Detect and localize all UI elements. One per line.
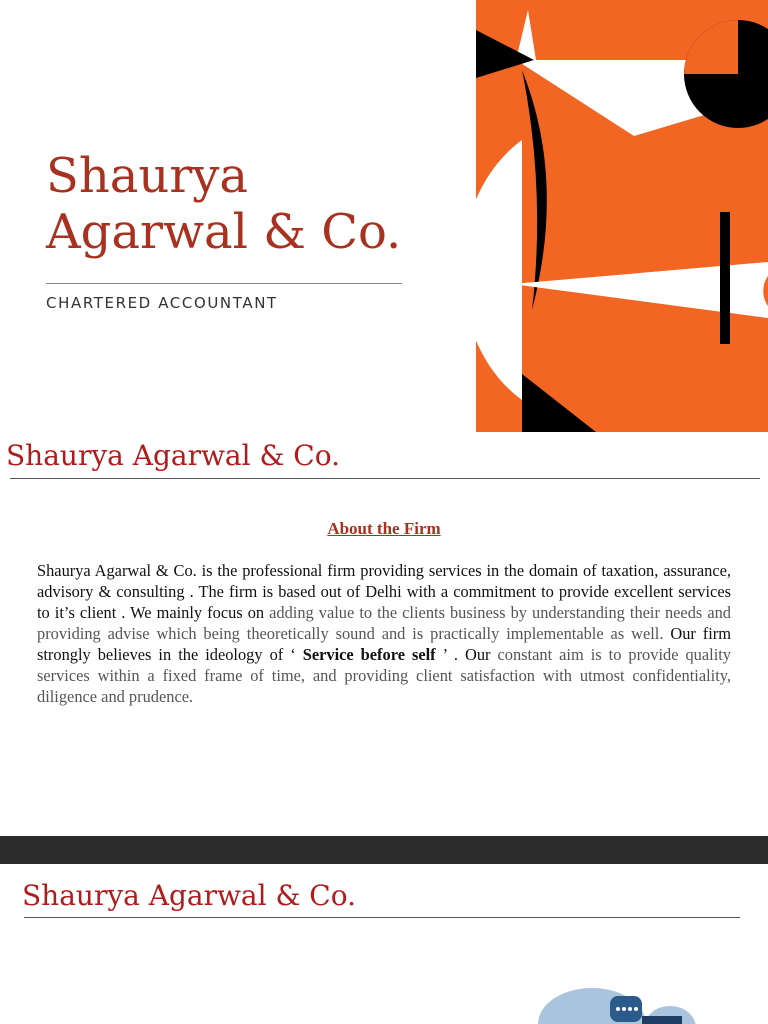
- about-heading: About the Firm: [327, 519, 441, 538]
- header-divider: [24, 917, 740, 918]
- para-motto: Service before self: [302, 645, 436, 664]
- para-part5: ’ . Our: [435, 645, 498, 664]
- slide-header: Shaurya Agarwal & Co.: [22, 879, 356, 912]
- title-divider: [46, 283, 402, 284]
- firm-title-line2: Agarwal & Co.: [46, 204, 402, 260]
- slide-separator: [0, 836, 768, 864]
- firm-subtitle: CHARTERED ACCOUNTANT: [46, 294, 278, 312]
- slide-header: Shaurya Agarwal & Co.: [6, 439, 340, 472]
- about-paragraph: [37, 560, 731, 707]
- firm-title: [46, 148, 446, 260]
- title-slide: [0, 0, 768, 432]
- para-part3: Our firm strongly believes in the ideology of ‘: [37, 624, 731, 664]
- para-part2: adding value to the clients business by understanding their needs and providing advise which being theoretically sound and is practically implementable as well.: [37, 603, 731, 643]
- para-part6: constant aim is to provide quality services within a fixed frame of time, and providing client satisfaction with utmost confidentiality, diligence and prudence.: [37, 645, 731, 706]
- third-slide: [0, 864, 768, 1024]
- header-divider: [10, 478, 760, 479]
- abstract-art-icon: [476, 0, 768, 432]
- para-part1: Shaurya Agarwal & Co. is the professional firm providing services in the domain of taxation, assurance, advisory & consulting . The firm is based out of Delhi with a commitment to provide excellent services to it’s client . We mainly focus on: [37, 561, 731, 622]
- about-slide: [0, 432, 768, 834]
- chat-bubble-icon: [530, 982, 710, 1024]
- firm-title-line1: Shaurya: [46, 148, 249, 204]
